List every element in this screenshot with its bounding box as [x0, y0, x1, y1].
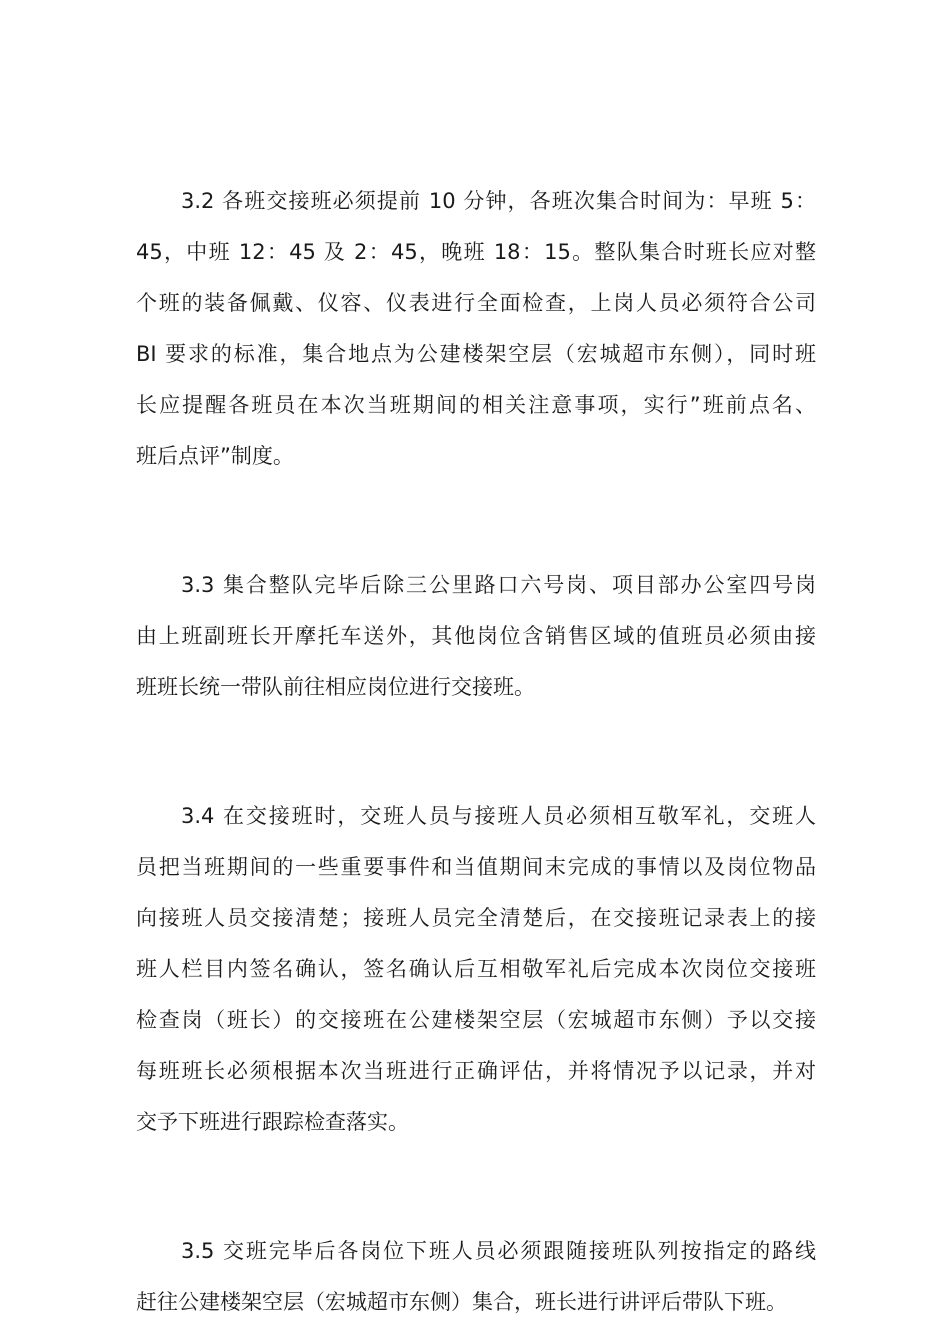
text-line: 员把当班期间的一些重要事件和当值期间末完成的事情以及岗位物品 [136, 855, 816, 879]
text-line: 每班班长必须根据本次当班进行正确评估，并将情况予以记录，并对 [136, 1059, 816, 1083]
paragraph-3-4 [136, 791, 816, 1148]
text-line: 班人栏目内签名确认，签名确认后互相敬军礼后完成本次岗位交接班 [136, 957, 816, 981]
paragraph-3-5 [136, 1226, 816, 1328]
paragraph-3-3 [136, 560, 816, 713]
text-line: 3.3 集合整队完毕后除三公里路口六号岗、项目部办公室四号岗 [181, 573, 816, 597]
text-line: BI 要求的标准，集合地点为公建楼架空层（宏城超市东侧），同时班 [136, 342, 816, 366]
text-line: 向接班人员交接清楚；接班人员完全清楚后，在交接班记录表上的接 [136, 906, 816, 930]
text-line: 赶往公建楼架空层（宏城超市东侧）集合，班长进行讲评后带队下班。 [136, 1290, 787, 1314]
text-line: 班后点评”制度。 [136, 444, 294, 468]
text-line: 45，中班 12：45 及 2：45，晚班 18：15。整队集合时班长应对整 [136, 240, 816, 264]
text-line: 检查岗（班长）的交接班在公建楼架空层（宏城超市东侧）予以交接 [136, 1008, 816, 1032]
text-line: 由上班副班长开摩托车送外，其他岗位含销售区域的值班员必须由接 [136, 624, 816, 648]
paragraph-spacer [136, 482, 816, 560]
document-body [136, 176, 816, 1328]
paragraph-3-2 [136, 176, 816, 482]
paragraph-spacer [136, 713, 816, 791]
text-line: 个班的装备佩戴、仪容、仪表进行全面检查，上岗人员必须符合公司 [136, 291, 816, 315]
text-line: 3.5 交班完毕后各岗位下班人员必须跟随接班队列按指定的路线 [181, 1239, 816, 1263]
text-line: 班班长统一带队前往相应岗位进行交接班。 [136, 675, 535, 699]
text-line: 长应提醒各班员在本次当班期间的相关注意事项，实行”班前点名、 [136, 393, 816, 417]
text-line: 3.2 各班交接班必须提前 10 分钟，各班次集合时间为：早班 5： [181, 189, 816, 213]
text-line: 3.4 在交接班时，交班人员与接班人员必须相互敬军礼，交班人 [181, 804, 816, 828]
paragraph-spacer [136, 1148, 816, 1226]
text-line: 交予下班进行跟踪检查落实。 [136, 1110, 409, 1134]
